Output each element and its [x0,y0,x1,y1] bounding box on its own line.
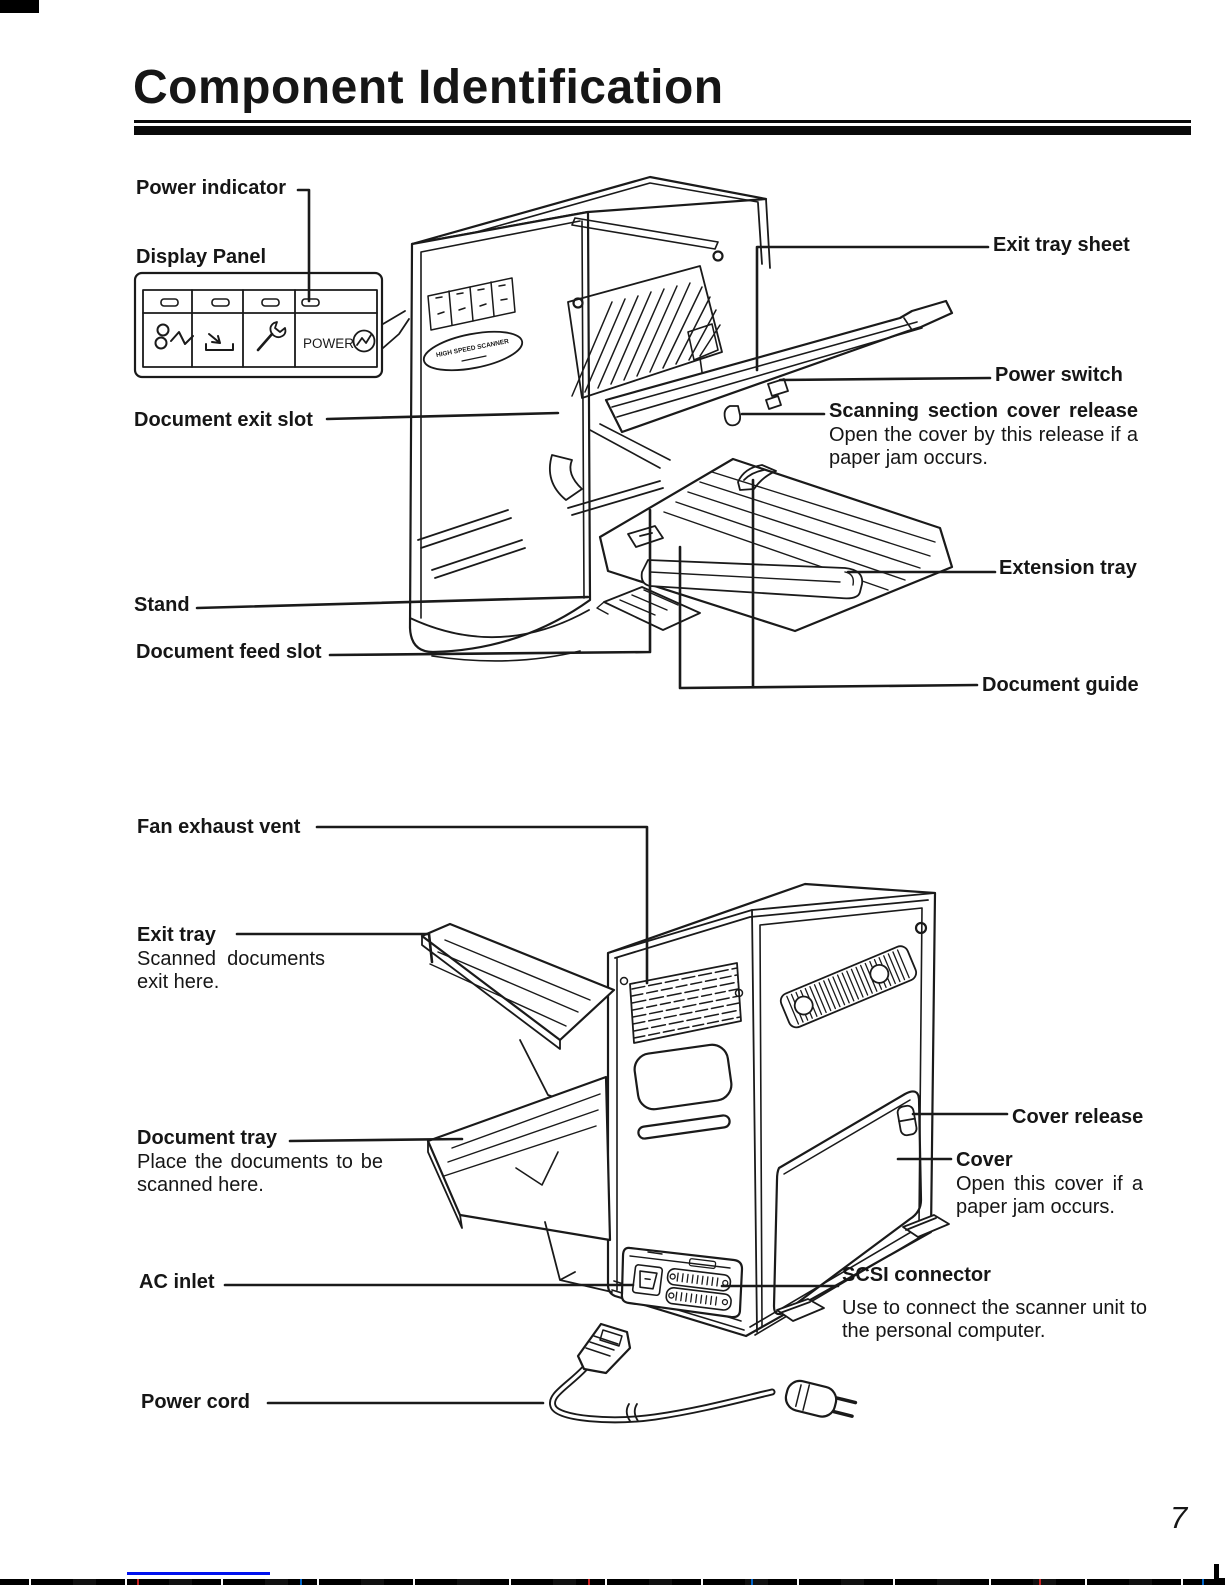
scan-bottom-edge [0,1579,1225,1585]
display-panel-label: Display Panel [136,246,267,268]
wall-plug-part [783,1378,857,1424]
scanning-section-cover-release-desc: Open the cover by this release if a paper jam occurs. [829,423,1138,469]
page-title: Component Identification [133,61,724,114]
power-cord-label: Power cord [141,1391,250,1413]
extension-tray-label: Extension tray [999,557,1137,579]
exit-tray-sheet-label: Exit tray sheet [993,234,1130,256]
inset-pointer [383,311,409,348]
document-exit-slot-label: Document exit slot [134,409,313,431]
rear-document-tray-part [428,1077,612,1292]
blue-underline-mark [127,1572,270,1575]
exit-tray-title: Exit tray [137,924,216,946]
exit-tray-label [137,924,325,995]
document-feed-slot-label: Document feed slot [136,641,322,663]
document-tray-title: Document tray [137,1127,278,1149]
scanning-section-cover-release-title: Scanning section cover release [829,400,1138,422]
power-label: POWER [303,336,355,351]
fan-exhaust-vent-label: Fan exhaust vent [137,816,301,838]
rear-exit-tray-part [422,924,614,1108]
document-guide-label: Document guide [982,674,1139,696]
cover-desc: Open this cover if a paper jam occurs. [956,1172,1143,1218]
badge-text: HIGH SPEED SCANNER [435,338,510,360]
scsi-connector-title: SCSI connector [842,1264,991,1286]
power-switch-part [766,379,788,409]
display-panel-inset [135,273,409,377]
scsi-connector-label [842,1264,1147,1344]
cover-title: Cover [956,1149,1013,1171]
scanning-section-cover-release-label [829,400,1138,471]
cover-label [956,1149,1143,1220]
cover-release-label: Cover release [1012,1106,1144,1128]
page-number: 7 [1170,1500,1188,1535]
leader-power-switch [780,378,990,380]
document-tray-desc: Place the documents to be scanned here. [137,1150,383,1196]
cover-release-latch-part [725,406,741,425]
power-switch-label: Power switch [995,364,1123,386]
power-indicator-label: Power indicator [136,177,287,199]
stand-label: Stand [134,594,190,616]
power-cord-part [552,1324,857,1424]
scsi-connector-desc: Use to connect the scanner unit to the personal computer. [842,1296,1147,1342]
connector-panel [622,1248,742,1317]
exit-tray-desc: Scanned documents exit here. [137,947,325,993]
document-tray-label [137,1127,383,1198]
ac-inlet-label: AC inlet [139,1271,215,1293]
iec-plug-part [578,1324,630,1373]
